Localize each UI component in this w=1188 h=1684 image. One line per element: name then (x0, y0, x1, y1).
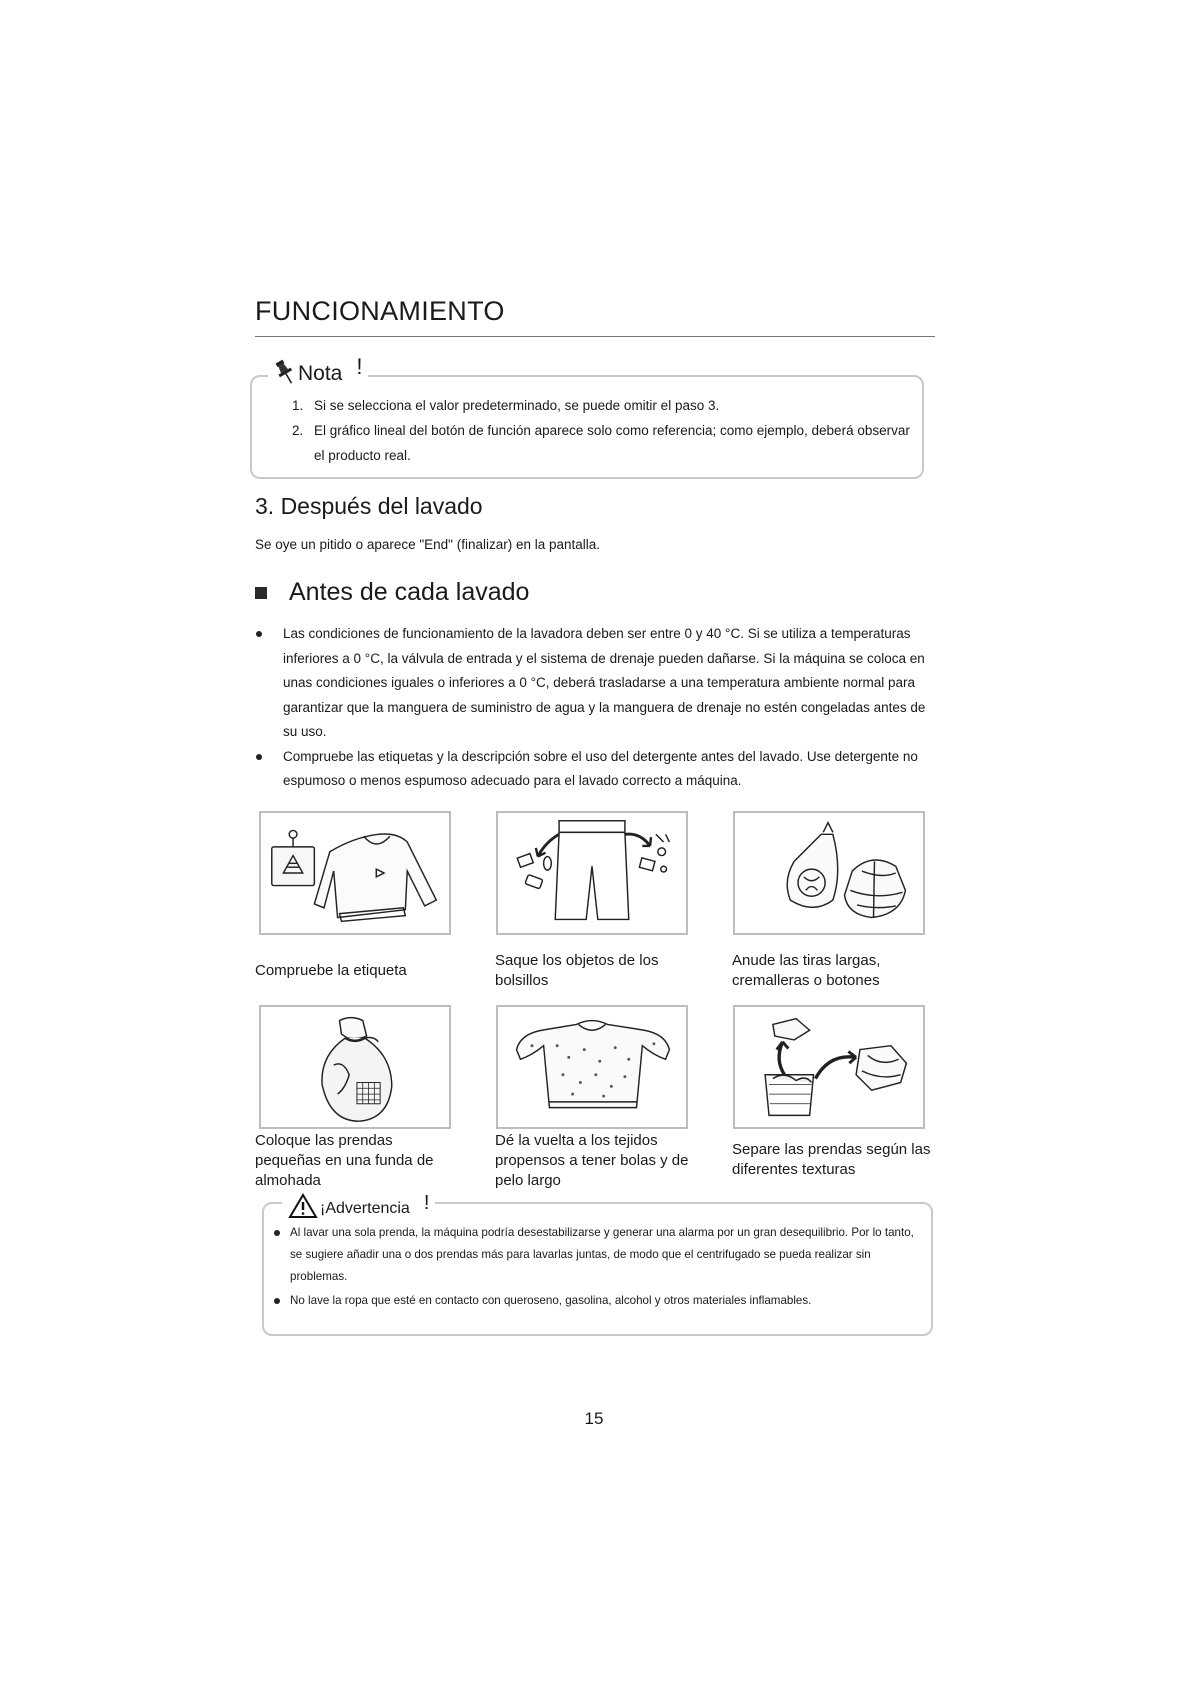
pants-pockets-icon (496, 811, 688, 935)
page-title: FUNCIONAMIENTO (255, 296, 505, 326)
square-bullet-icon (255, 587, 267, 599)
warning-item: No lave la ropa que esté en contacto con queroseno, gasolina, alcohol y otros materiales inflamables. (274, 1290, 924, 1312)
warning-item: Al lavar una sola prenda, la máquina podría desestabilizarse y generar una alarma por un gran desequilibrio. Por lo tanto, se sugiere añadir una o dos prendas más para lavarlas juntas, de modo que el centrifugado se pueda realizar sin problemas. (274, 1222, 924, 1288)
caption-pillowcase: Coloque las prendas pequeñas en una funda de almohada (255, 1132, 434, 1189)
caption-tie-strings: Anude las tiras largas, cremalleras o botones (732, 952, 881, 989)
note-exclamation: ! (356, 354, 363, 379)
note-item (292, 393, 912, 418)
before-wash-item: Las condiciones de funcionamiento de la lavadora deben ser entre 0 y 40 °C. Si se utiliza a temperaturas inferiores a 0 °C, la válvula de entrada y el sistema de drenaje pueden dañarse. Si la máquina se coloca en unas condiciones iguales o inferiores a 0 °C, deberá trasladarse a una temperatura ambiente normal para garantizar que la manguera de suministro de agua y la manguera de drenaje no estén congeladas antes de su uso. (255, 622, 927, 745)
warning-triangle-icon (288, 1193, 318, 1219)
caption-inside-out: Dé la vuelta a los tejidos propensos a tener bolas y de pelo largo (495, 1132, 689, 1189)
note-item-number: 1. (292, 398, 304, 413)
note-item-number: 2. (292, 423, 304, 438)
note-item (292, 418, 912, 468)
caption-separate-textures: Separe las prendas según las diferentes texturas (732, 1141, 931, 1178)
title-divider (255, 336, 935, 337)
after-wash-text: Se oye un pitido o aparece "End" (finalizar) en la pantalla. (255, 537, 601, 552)
page-number: 15 (584, 1409, 604, 1428)
note-item-text: Si se selecciona el valor predeterminado, se puede omitir el paso 3. (314, 398, 720, 413)
caption-check-label: Compruebe la etiqueta (255, 962, 407, 979)
warning-label (282, 1193, 435, 1219)
before-wash-heading-row (255, 578, 529, 607)
note-list (292, 393, 912, 468)
warning-label-text: ¡Advertencia (320, 1200, 410, 1217)
caption-empty-pockets: Saque los objetos de los bolsillos (495, 952, 659, 989)
note-label (268, 354, 368, 386)
note-item-text: El gráfico lineal del botón de función aparece solo como referencia; como ejemplo, deberá observar el producto real. (314, 423, 910, 463)
tied-garments-icon (733, 811, 925, 935)
warning-list (274, 1222, 924, 1314)
pushpin-icon (274, 358, 296, 386)
inside-out-sweater-icon (496, 1005, 688, 1129)
sort-laundry-icon (733, 1005, 925, 1129)
warning-exclamation: ! (423, 1192, 430, 1214)
note-label-text: Nota (298, 362, 343, 385)
before-wash-heading: Antes de cada lavado (289, 578, 530, 606)
pillowcase-bag-icon (259, 1005, 451, 1129)
before-wash-list (255, 622, 927, 794)
sweater-label-icon (259, 811, 451, 935)
after-wash-heading: 3. Después del lavado (255, 493, 483, 519)
before-wash-item: Compruebe las etiquetas y la descripción sobre el uso del detergente antes del lavado. Use detergente no espumoso o menos espumoso adecuado para el lavado correcto a máquina. (255, 745, 927, 794)
